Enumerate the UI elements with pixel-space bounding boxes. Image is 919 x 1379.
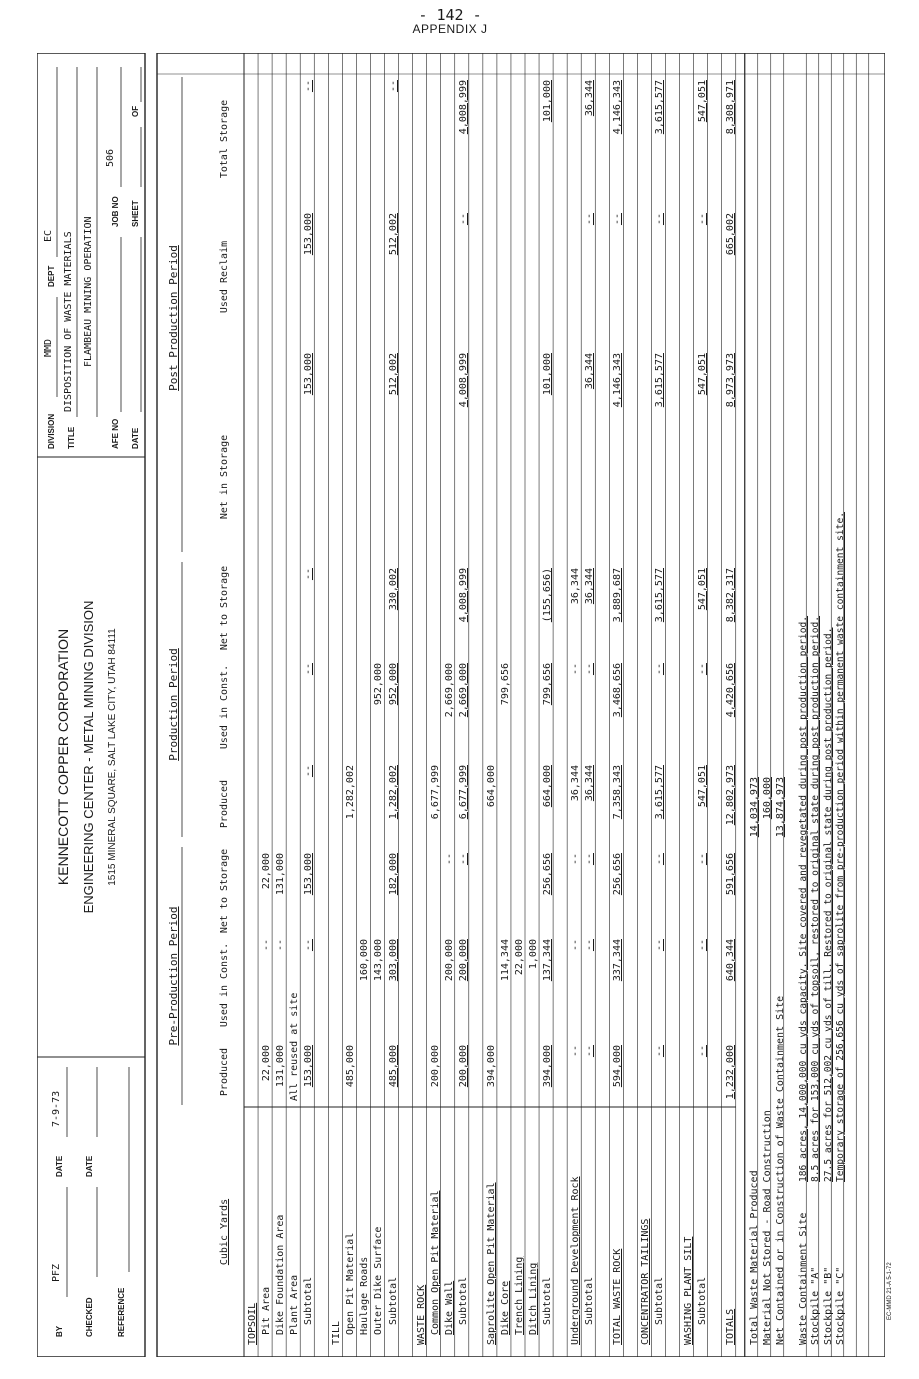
table-cell: --: [303, 80, 315, 93]
table-cell: 4,008,999: [457, 80, 469, 135]
table-cell: --: [654, 663, 666, 676]
table-cell: 664,000: [485, 765, 497, 808]
table-cell: 12,802,973: [724, 765, 736, 826]
table-cell: 6,677,999: [429, 765, 441, 820]
table-cell: 200,000: [457, 939, 469, 982]
table-cell: 664,000: [542, 765, 554, 808]
company-block: [37, 462, 145, 1052]
title-label: TITLE: [67, 426, 76, 449]
row-label: Subtotal: [542, 1276, 554, 1325]
table-cell: --: [654, 939, 666, 952]
row-label: Dike Core: [499, 1280, 511, 1335]
period-pre-production: Pre-Production Period: [167, 906, 180, 1046]
table-cell: 4,146,343: [612, 353, 624, 408]
note-text: 27.5 acres for 512,002 cu yds of till. Restored to original state during post production period.: [822, 627, 834, 1182]
checked-date-label: DATE: [85, 1155, 94, 1177]
row-label: Dike Foundation Area: [275, 1214, 287, 1335]
table-cell: --: [570, 1045, 582, 1058]
note-text: 186 acres, 14,000,000 cu yds capacity. Site covered and revegetated during post production period.: [797, 615, 809, 1182]
period-production: Production Period: [167, 648, 180, 761]
table-cell: --: [654, 1045, 666, 1058]
table-cell: --: [696, 939, 708, 952]
table-cell: --: [654, 853, 666, 866]
table-cell: 200,000: [443, 939, 455, 982]
column-header: Net to Storage: [219, 565, 230, 651]
note-label: Stockpile "B": [822, 1266, 834, 1345]
table-cell: --: [261, 939, 273, 952]
table-cell: 8,308,971: [724, 80, 736, 135]
table-cell: 153,000: [303, 1045, 315, 1088]
table-cell: --: [612, 213, 624, 226]
table-cell: 3,615,577: [654, 80, 666, 135]
column-header: Used in Const.: [219, 942, 230, 1028]
company-address: 1515 MINERAL SQUARE, SALT LAKE CITY, UTAH 84111: [107, 628, 118, 886]
table-cell: --: [303, 939, 315, 952]
table-cell: --: [570, 663, 582, 676]
rotated-form-sheet: [37, 53, 885, 1357]
table-cell: 1,000: [528, 939, 539, 970]
summary-label: Material Not Stored - Road Construction: [761, 1110, 773, 1345]
row-label: Common Open Pit Material: [429, 1190, 441, 1335]
row-label: WASTE ROCK: [415, 1284, 427, 1345]
table-cell: --: [303, 568, 315, 581]
table-cell: --: [584, 663, 596, 676]
table-cell: 485,000: [387, 1045, 399, 1088]
table-cell: 131,000: [275, 853, 287, 896]
table-cell: 22,000: [513, 939, 525, 976]
table-cell: 200,000: [429, 1045, 441, 1088]
table-cell: --: [275, 939, 287, 952]
table-cell: 8,973,973: [724, 353, 736, 408]
table-cell: 591,656: [724, 853, 736, 896]
table-cell: 394,000: [485, 1045, 497, 1088]
note-text: 8.5 acres for 153,000 cu yds of topsoil, restored to original state during post production period.: [810, 615, 822, 1182]
table-cell: --: [696, 1045, 708, 1058]
summary-label: Total Waste Material Produced: [748, 1170, 760, 1345]
note-label: Stockpile "A": [810, 1266, 822, 1345]
row-label: Dike Wall: [443, 1280, 455, 1335]
table-cell: 4,008,999: [457, 353, 469, 408]
row-label: Haulage Roads: [359, 1256, 371, 1335]
table-cell: --: [584, 213, 596, 226]
table-cell: --: [696, 853, 708, 866]
table-cell: 512,002: [387, 213, 399, 256]
job-label: JOB NO: [111, 196, 120, 227]
title-line-1: DISPOSITION OF WASTE MATERIALS: [63, 231, 74, 412]
form-code: EC-MMD 21-A 5-1-72: [887, 1262, 893, 1320]
table-cell: 153,000: [303, 213, 315, 256]
division-value: MMD: [43, 338, 54, 357]
dept-value: EC: [43, 229, 54, 242]
sheet-label: SHEET: [131, 200, 140, 227]
table-cell: --: [696, 663, 708, 676]
table-cell: 394,000: [542, 1045, 554, 1088]
row-label: WASHING PLANT SILT: [682, 1236, 694, 1345]
of-label: OF: [131, 105, 140, 117]
column-header: Total Storage: [219, 99, 230, 179]
column-header: Produced: [219, 1047, 230, 1097]
table-cell: --: [584, 939, 596, 952]
row-label: Subtotal: [303, 1276, 315, 1325]
table-cell: 4,146,343: [612, 80, 624, 135]
table-cell: 153,000: [303, 853, 315, 896]
table-cell: 2,669,000: [443, 663, 455, 718]
table-cell: 137,344: [542, 939, 554, 982]
table-cell: 512,002: [387, 353, 399, 396]
title-line-2: FLAMBEAU MINING OPERATION: [83, 216, 94, 367]
table-cell: --: [457, 213, 469, 226]
row-label: Ditch Lining: [528, 1262, 539, 1335]
table-cell: --: [387, 80, 399, 93]
table-cell: 952,000: [373, 663, 385, 706]
table-cell: 6,677,999: [457, 765, 469, 820]
job-value: 506: [105, 148, 116, 167]
table-cell: 36,344: [584, 765, 596, 802]
row-label: Plant Area: [289, 1274, 301, 1335]
table-cell: 547,051: [696, 80, 708, 123]
table-cell: 143,000: [373, 939, 385, 982]
table-cell: 3,615,577: [654, 353, 666, 408]
table-cell: 22,000: [261, 1045, 273, 1082]
by-label: BY: [55, 1325, 64, 1337]
company-name: KENNECOTT COPPER CORPORATION: [55, 628, 71, 886]
table-cell: --: [584, 1045, 596, 1058]
dept-label: DEPT: [47, 265, 56, 287]
table-cell: 36,344: [584, 568, 596, 605]
table-cell: 1,232,000: [724, 1045, 736, 1100]
table-cell: 799,656: [542, 663, 554, 706]
row-header-cubic-yards: Cubic Yards: [219, 1198, 230, 1266]
table-cell: 256,656: [542, 853, 554, 896]
row-label: TOTAL WASTE ROCK: [612, 1248, 624, 1345]
table-cell: 337,344: [612, 939, 624, 982]
column-header: Net in Storage: [219, 434, 230, 520]
period-post-production: Post Production Period: [167, 245, 180, 391]
row-label: Subtotal: [387, 1276, 399, 1325]
table-cell: 36,344: [584, 353, 596, 390]
row-label: CONCENTRATOR TAILINGS: [640, 1218, 652, 1345]
table-cell: 3,468,656: [612, 663, 624, 718]
summary-value: 14,034,973: [748, 777, 760, 838]
table-cell: 200,000: [457, 1045, 469, 1088]
table-cell: 4,420,656: [724, 663, 736, 718]
row-label: TOPSOIL: [247, 1302, 258, 1345]
date-label: DATE: [55, 1155, 64, 1177]
column-header: Produced: [219, 779, 230, 829]
table-cell: --: [443, 853, 455, 866]
table-cell: 1,282,002: [387, 765, 399, 820]
table-cell: 547,051: [696, 765, 708, 808]
row-label: Subtotal: [584, 1276, 596, 1325]
table-cell: 485,000: [345, 1045, 357, 1088]
by-value: PFZ: [51, 1263, 62, 1282]
table-cell: 799,656: [499, 663, 511, 706]
table-cell: 3,615,577: [654, 765, 666, 820]
row-label: Subtotal: [654, 1276, 666, 1325]
table-cell: 547,051: [696, 568, 708, 611]
page-number: - 142 -: [418, 6, 482, 24]
table-cell: --: [303, 765, 315, 778]
checked-label: CHECKED: [85, 1297, 94, 1337]
table-cell: --: [570, 939, 582, 952]
table-cell: 36,344: [570, 765, 582, 802]
table-cell: 330,002: [387, 568, 399, 611]
table-cell: 101,000: [542, 353, 554, 396]
note-text: Temporary storage of 256,656 cu yds of saprolite from pre-production period within permanent waste containment site.: [835, 511, 847, 1182]
column-header: Used Reclaim: [219, 240, 230, 314]
column-header: Net to Storage: [219, 848, 230, 934]
row-label: Trench Lining: [513, 1256, 525, 1335]
row-label: TILL: [331, 1320, 343, 1345]
table-cell: --: [303, 663, 315, 676]
row-label: TOTALS: [724, 1308, 736, 1345]
table-cell: --: [584, 853, 596, 866]
table-cell: 36,344: [570, 568, 582, 605]
table-cell: 36,344: [584, 80, 596, 117]
table-cell: 182,000: [387, 853, 399, 896]
note-label: Waste Containment Site: [797, 1212, 809, 1345]
table-cell: 101,000: [542, 80, 554, 123]
table-cell: --: [457, 853, 469, 866]
table-cell: 153,000: [303, 353, 315, 396]
table-cell: 22,000: [261, 853, 273, 890]
table-cell: 1,282,002: [345, 765, 357, 820]
row-label: Saprolite Open Pit Material: [485, 1182, 497, 1345]
row-label: Open Pit Material: [345, 1232, 357, 1335]
table-cell: 8,382,317: [724, 568, 736, 623]
table-cell: 160,000: [359, 939, 371, 982]
table-cell: 131,000: [275, 1045, 287, 1088]
row-label: Outer Dike Surface: [373, 1226, 385, 1335]
table-cell: 547,051: [696, 353, 708, 396]
table-cell: All reused at site: [289, 992, 301, 1101]
note-label: Stockpile "C": [835, 1266, 847, 1345]
row-label: Subtotal: [696, 1276, 708, 1325]
table-cell: 7,358,343: [612, 765, 624, 820]
date-value: 7-9-73: [51, 1090, 62, 1127]
table-cell: 2,669,000: [457, 663, 469, 718]
summary-value: 160,000: [761, 777, 773, 820]
table-cell: 114,344: [499, 939, 511, 982]
table-cell: 665,002: [724, 213, 736, 256]
table-cell: --: [570, 853, 582, 866]
company-division: ENGINEERING CENTER - METAL MINING DIVISION: [81, 600, 96, 914]
appendix-label: APPENDIX J: [412, 22, 488, 36]
column-header: Used in Const.: [219, 664, 230, 750]
row-label: Subtotal: [457, 1276, 469, 1325]
table-cell: 4,008,999: [457, 568, 469, 623]
date2-label: DATE: [131, 427, 140, 449]
table-cell: 3,889,687: [612, 568, 624, 623]
row-label: Underground Development Rock: [570, 1176, 582, 1345]
table-cell: 952,000: [387, 663, 399, 706]
table-cell: --: [654, 213, 666, 226]
table-cell: 594,000: [612, 1045, 624, 1088]
table-cell: 303,000: [387, 939, 399, 982]
division-label: DIVISION: [47, 413, 56, 449]
reference-label: REFERENCE: [117, 1287, 126, 1337]
table-cell: 640,344: [724, 939, 736, 982]
row-label: Pit Area: [261, 1286, 273, 1335]
table-cell: (155,656): [542, 568, 554, 623]
table-cell: 256,656: [612, 853, 624, 896]
table-cell: --: [696, 213, 708, 226]
summary-value: 13,874,973: [774, 777, 786, 838]
afe-label: AFE NO: [111, 418, 120, 449]
summary-label: Net Contained or in Construction of Waste Containment Site: [774, 995, 786, 1345]
table-cell: 3,615,577: [654, 568, 666, 623]
